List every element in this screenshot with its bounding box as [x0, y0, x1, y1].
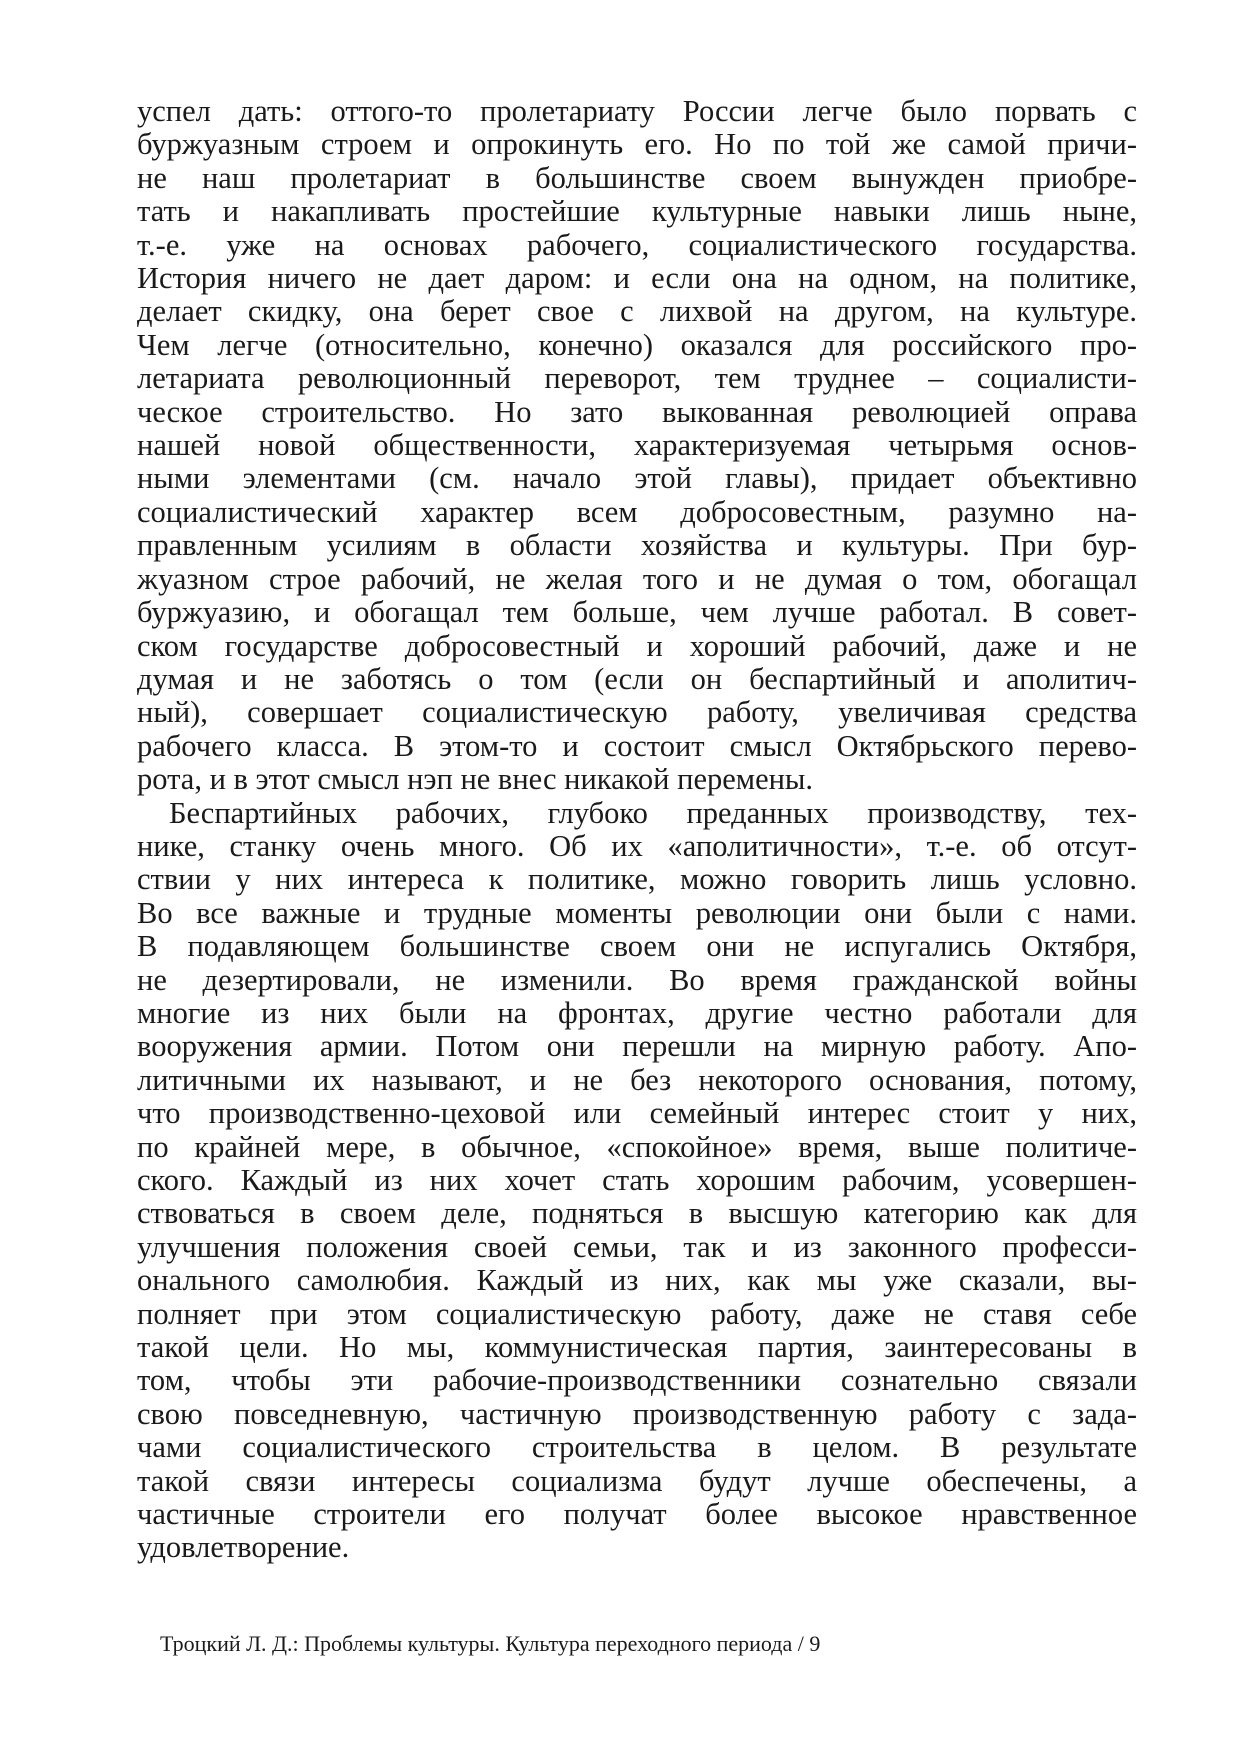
text-line: вооружения армии. Потом они перешли на мирную работу. Апо- [137, 1029, 1137, 1064]
text-line: История ничего не дает даром: и если она на одном, на политике, [137, 261, 1137, 296]
text-line: буржуазным строем и опрокинуть его. Но по той же самой причи- [137, 127, 1137, 162]
page-footer: Троцкий Л. Д.: Проблемы культуры. Культура переходного периода / 9 [160, 1631, 821, 1656]
text-line: ный), совершает социалистическую работу, увеличивая средства [137, 695, 1137, 730]
text-line: тать и накапливать простейшие культурные навыки лишь ныне, [137, 194, 1137, 229]
text-line: думая и не заботясь о том (если он беспартийный и аполитич- [137, 661, 1137, 696]
text-line: нике, станку очень много. Об их «аполитичности», т.-е. об отсут- [137, 828, 1137, 863]
text-line: Беспартийных рабочих, глубоко преданных производству, тех- [169, 795, 1137, 830]
text-line: Во все важные и трудные моменты революции они были с нами. [137, 895, 1137, 930]
text-line: удовлетворение. [137, 1530, 350, 1565]
text-line: частичные строители его получат более высокое нравственное [137, 1497, 1137, 1532]
text-line: не дезертировали, не изменили. Во время гражданской войны [137, 962, 1137, 997]
text-line: буржуазию, и обогащал тем больше, чем лучше работал. В совет- [137, 595, 1137, 630]
text-line: правленным усилиям в области хозяйства и культуры. При бур- [137, 528, 1137, 563]
text-line: рота, и в этот смысл нэп не внес никакой перемены. [137, 762, 814, 797]
text-line: чами социалистического строительства в целом. В результате [137, 1430, 1137, 1465]
text-line: социалистический характер всем добросовестным, разумно на- [137, 494, 1137, 529]
text-line: рабочего класса. В этом-то и состоит смысл Октябрьского перево- [137, 728, 1137, 763]
text-line: полняет при этом социалистическую работу, даже не ставя себе [137, 1296, 1137, 1331]
text-line: ными элементами (см. начало этой главы), придает объективно [137, 461, 1137, 496]
text-line: такой связи интересы социализма будут лучше обеспечены, а [137, 1463, 1137, 1498]
text-line: многие из них были на фронтах, другие честно работали для [137, 995, 1137, 1030]
text-line: свою повседневную, частичную производственную работу с зада- [137, 1396, 1137, 1431]
text-line: литичными их называют, и не без некоторого основания, потому, [137, 1062, 1137, 1097]
text-line: что производственно-цеховой или семейный интерес стоит у них, [137, 1096, 1137, 1131]
text-line: ческое строительство. Но зато выкованная революцией оправа [137, 394, 1137, 429]
text-line: делает скидку, она берет свое с лихвой на другом, на культуре. [137, 294, 1137, 329]
text-line: ского. Каждый из них хочет стать хорошим рабочим, усовершен- [137, 1163, 1137, 1197]
text-line: жуазном строе рабочий, не желая того и не думая о том, обогащал [137, 561, 1137, 596]
text-line: не наш пролетариат в большинстве своем вынужден приобре- [137, 160, 1137, 195]
text-line: том, чтобы эти рабочие-производственники сознательно связали [137, 1363, 1137, 1398]
text-line: Чем легче (относительно, конечно) оказался для российского про- [137, 327, 1137, 362]
text-line: нашей новой общественности, характеризуемая четырьмя основ- [137, 428, 1137, 463]
paragraph [137, 95, 1137, 797]
text-line: т.-е. уже на основах рабочего, социалистического государства. [137, 227, 1137, 262]
text-line: улучшения положения своей семьи, так и из законного професси- [137, 1229, 1137, 1264]
text-line: такой цели. Но мы, коммунистическая партия, заинтересованы в [137, 1330, 1137, 1365]
text-line: ском государстве добросовестный и хороший рабочий, даже и не [137, 628, 1137, 663]
text-line: ствии у них интереса к политике, можно говорить лишь условно. [137, 862, 1137, 897]
text-line: летариата революционный переворот, тем труднее – социалисти- [137, 361, 1137, 396]
text-line: онального самолюбия. Каждый из них, как мы уже сказали, вы- [137, 1263, 1137, 1298]
text-line: ствоваться в своем деле, подняться в высшую категорию как для [137, 1196, 1137, 1231]
body-text [137, 95, 1137, 1565]
text-line: по крайней мере, в обычное, «спокойное» время, выше политиче- [137, 1129, 1137, 1164]
text-line: В подавляющем большинстве своем они не испугались Октября, [137, 929, 1137, 964]
text-line: успел дать: оттого-то пролетариату России легче было порвать с [137, 94, 1137, 128]
paragraph [137, 797, 1137, 1565]
